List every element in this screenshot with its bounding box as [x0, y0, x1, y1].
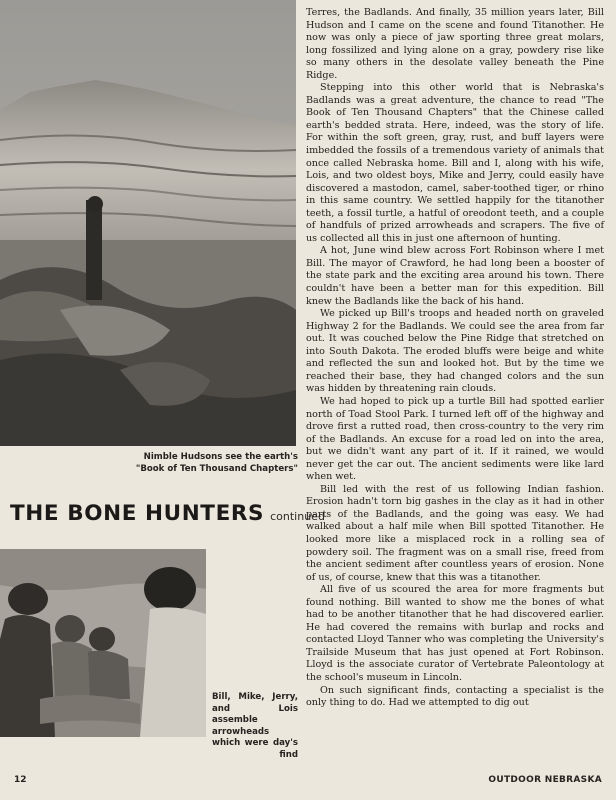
paragraph: A hot, June wind blew across Fort Robinson where I met Bill. The mayor of Crawford, he had long been a booster of the state park and the exciting area around his town. There couldn't have been a better man for this expedition. Bill knew the Badlands like the back of his hand.	[306, 245, 604, 307]
top-photo-caption: Nimble Hudsons see the earth's "Book of Ten Thousand Chapters"	[135, 452, 298, 474]
badlands-photo	[0, 0, 296, 446]
headline-title: THE BONE HUNTERS	[10, 501, 265, 526]
family-photo	[0, 549, 206, 737]
paragraph: Stepping into this other world that is Nebraska's Badlands was a great adventure, the chance to read "The Book of Ten Thousand Chapters" that the Chinese called earth's bedded strata. Here, indeed, was the story of life. For within the soft green, gray, rust, and buff layers were imbedded the fossils of a tremendous variety of animals that once called Nebraska home. Bill and I, along with his wife, Lois, and two oldest boys, Mike and Jerry, could easily have discovered a mastodon, camel, saber-toothed tiger, or rhino in this same country. We settled happily for the titanother teeth, a fossil turtle, a hatful of oreodont teeth, and a couple of handfuls of prized arrowheads and scrapers. The five of us collected all this in just one afternoon of hunting.	[306, 82, 604, 244]
article-body	[306, 7, 604, 710]
paragraph: All five of us scoured the area for more fragments but found nothing. Bill wanted to show me the bones of what had to be another titanother that he had discovered earlier. He had covered the remains with burlap and rocks and contacted Lloyd Tanner who was completing the University's Trailside Museum that has just opened at Fort Robinson. Lloyd is the associate curator of Vertebrate Paleontology at the school's museum in Lincoln.	[306, 584, 604, 683]
bottom-photo-caption: Bill, Mike, Jerry, and Lois assemble arrowheads which were day's find	[212, 692, 298, 760]
paragraph: Bill led with the rest of us following Indian fashion. Erosion hadn't torn big gashes in the clay as it had in other parts of the Badlands, and the going was easy. We had walked about a half mile when Bill spotted Titanother. He looked more like a misplaced rock in a rolling sea of powdery soil. The fragment was on a small rise, freed from the ancient sediment after countless years of erosion. None of us, of course, knew that this was a titanother.	[306, 483, 604, 583]
paragraph: On such significant finds, contacting a specialist is the only thing to do. Had we attempted to dig out	[306, 684, 604, 709]
magazine-name: OUTDOOR NEBRASKA	[488, 775, 602, 785]
paragraph: Terres, the Badlands. And finally, 35 million years later, Bill Hudson and I came on the scene and found Titanother. He now was only a piece of jaw sporting three great molars, long fossilized and lying alone on a gray, powdery rise like so many others in the desolate valley beneath the Pine Ridge.	[306, 7, 604, 81]
headline-continued: continued	[270, 510, 325, 523]
badlands-photo-image	[0, 0, 296, 446]
paragraph: We had hoped to pick up a turtle Bill had spotted earlier north of Toad Stool Park. I turned left off of the highway and drove first a rutted road, then cross-country to the very rim of the Badlands. An excuse for a road led on into the area, but we didn't want any part of it. If it rained, we would never get the car out. The ancient sediments were like lard when wet.	[306, 395, 604, 483]
paragraph: We picked up Bill's troops and headed north on graveled Highway 2 for the Badlands. We could see the area from far out. It was couched below the Pine Ridge that stretched on into South Dakota. The eroded bluffs were beige and white and reflected the sun and looked hot. But by the time we reached their base, they had changed colors and the sun was hidden by threatening rain clouds.	[306, 308, 604, 395]
family-photo-image	[0, 549, 206, 737]
page-number: 12	[14, 775, 27, 785]
article-headline	[10, 501, 325, 526]
